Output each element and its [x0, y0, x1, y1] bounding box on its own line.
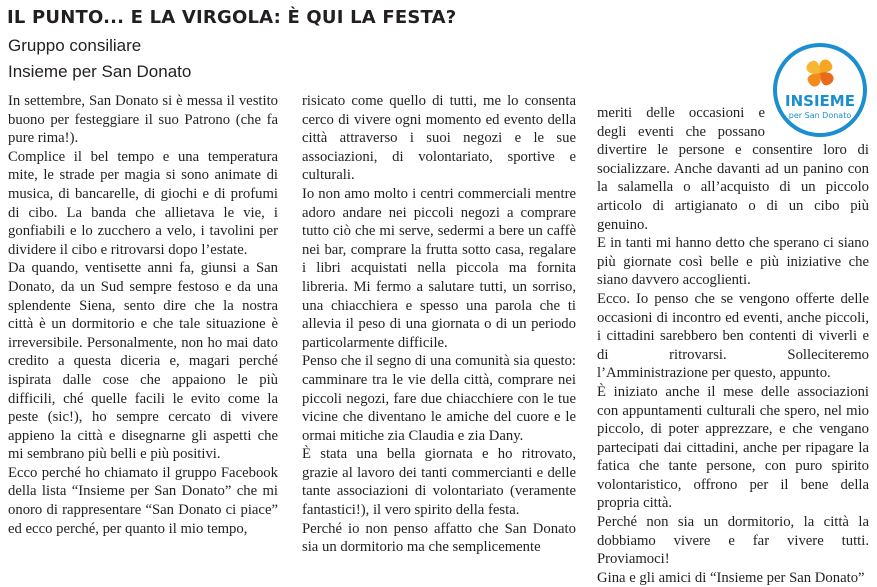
paragraph: Da quando, ventisette anni fa, giunsi a San Donato, da un Sud sempre festoso e da una splendente Siena, sento dire che la nostra città è un dormitorio e che tale situazione è irreversibile. Personalmente, non ho mai dato credito a questa diceria e, magari perché ispirata dalle cose che appaiono le più difficili, ché quelle facili le evito come la peste (sic!), ho sempre cercato di vivere appieno la città e disegnarne gli aspetti che mi sembrano più belli e più positivi. — [8, 260, 278, 463]
paragraph: Perché non sia un dormitorio, la città la dobbiamo vivere e far vivere tutti. Proviamoci! — [597, 514, 869, 568]
article-column-3 — [597, 104, 869, 587]
list-name: Insieme per San Donato — [8, 62, 192, 81]
signature: Gina e gli amici di “Insieme per San Donato” — [597, 569, 865, 586]
paragraph: Ecco. Io penso che se vengono offerte delle occasioni di incontro ed eventi, anche piccoli, i cittadini sarebbero ben contenti di viverli e di ritrovarsi. Solleciteremo l’Amministrazione per questo, appunto. — [597, 290, 869, 382]
paragraph: Io non amo molto i centri commerciali mentre adoro andare nei piccoli negozi a comprare tutto ciò che mi serve, sedermi a bere un caffè nei bar, comprare la frutta sotto casa, regalare i libri acquistati nella piccola ma fornita libreria. Mi fermo a salutare tutti, un sorriso, una chiacchiera e spesso una parola che ti allevia il peso di una giornata o di un periodo particolarmente difficile. — [302, 185, 576, 351]
paragraph: meriti delle occasioni e degli eventi che possano divertire le persone e consentire loro di socializzare. Anche davanti ad un panino con la salamella o all’acquisto di un piccolo articolo di artigianato o di un cibo più genuino. — [597, 105, 869, 233]
paragraph: risicato come quello di tutti, me lo consenta cerco di vivere ogni momento ed evento della città attraverso i suoi negozi e le sue associazioni, di volontariato, sportive e culturali. — [302, 93, 576, 184]
article-column-1 — [8, 92, 278, 538]
article-headline: IL PUNTO... E LA VIRGOLA: È QUI LA FESTA? — [7, 7, 457, 28]
paragraph: Complice il bel tempo e una temperatura mite, le strade per magia si sono animate di musica, di bancarelle, di giochi e di profumi di cibo. La banda che allietava le vie, i gonfiabili e lo zucchero a velo, i tavolini per dividere il cibo e ritrovarsi dopo l’estate. — [8, 148, 278, 258]
article-column-2 — [302, 92, 576, 557]
paragraph: È stata una bella giornata e ho ritrovato, grazie al lavoro dei tanti commercianti e delle tante associazioni di volontariato (veramente fantastici!), il vero spirito della festa. — [302, 446, 576, 519]
logo-wordmark: INSIEME — [785, 92, 855, 110]
paragraph: E in tanti mi hanno detto che sperano ci siano più giornate così belle e più iniziative che siano davvero accoglienti. — [597, 235, 869, 289]
paragraph: Perché io non penso affatto che San Donato sia un dormitorio ma che semplicemente — [302, 520, 576, 556]
paragraph: Ecco perché ho chiamato il gruppo Facebook della lista “Insieme per San Donato” che mi onoro di rappresentare “San Donato ci piace” ed ecco perché, per quanto il mio tempo, — [8, 464, 278, 537]
logo-wrap-space — [765, 104, 869, 140]
logo-subtitle: per San Donato — [788, 111, 852, 120]
paragraph: In settembre, San Donato si è messa il vestito buono per festeggiare il suo Patrono (che fa pure rima!). — [8, 93, 278, 147]
group-label: Gruppo consiliare — [8, 36, 142, 55]
paragraph: È iniziato anche il mese delle associazioni con appuntamenti culturali che spero, nel mio piccolo, di poter apprezzare, e che vengano partecipati dai cittadini, anche per ripagare la fatica che tante persone, con puro spirito volontaristico, offrono per il bene della propria città. — [597, 383, 869, 512]
paragraph: Penso che il segno di una comunità sia questo: camminare tra le vie della città, comprare nei piccoli negozi, fare due chiacchiere con le tue vicine che diventano le amiche del cuore e le ormai mitiche zia Claudia e zia Dany. — [302, 353, 576, 444]
